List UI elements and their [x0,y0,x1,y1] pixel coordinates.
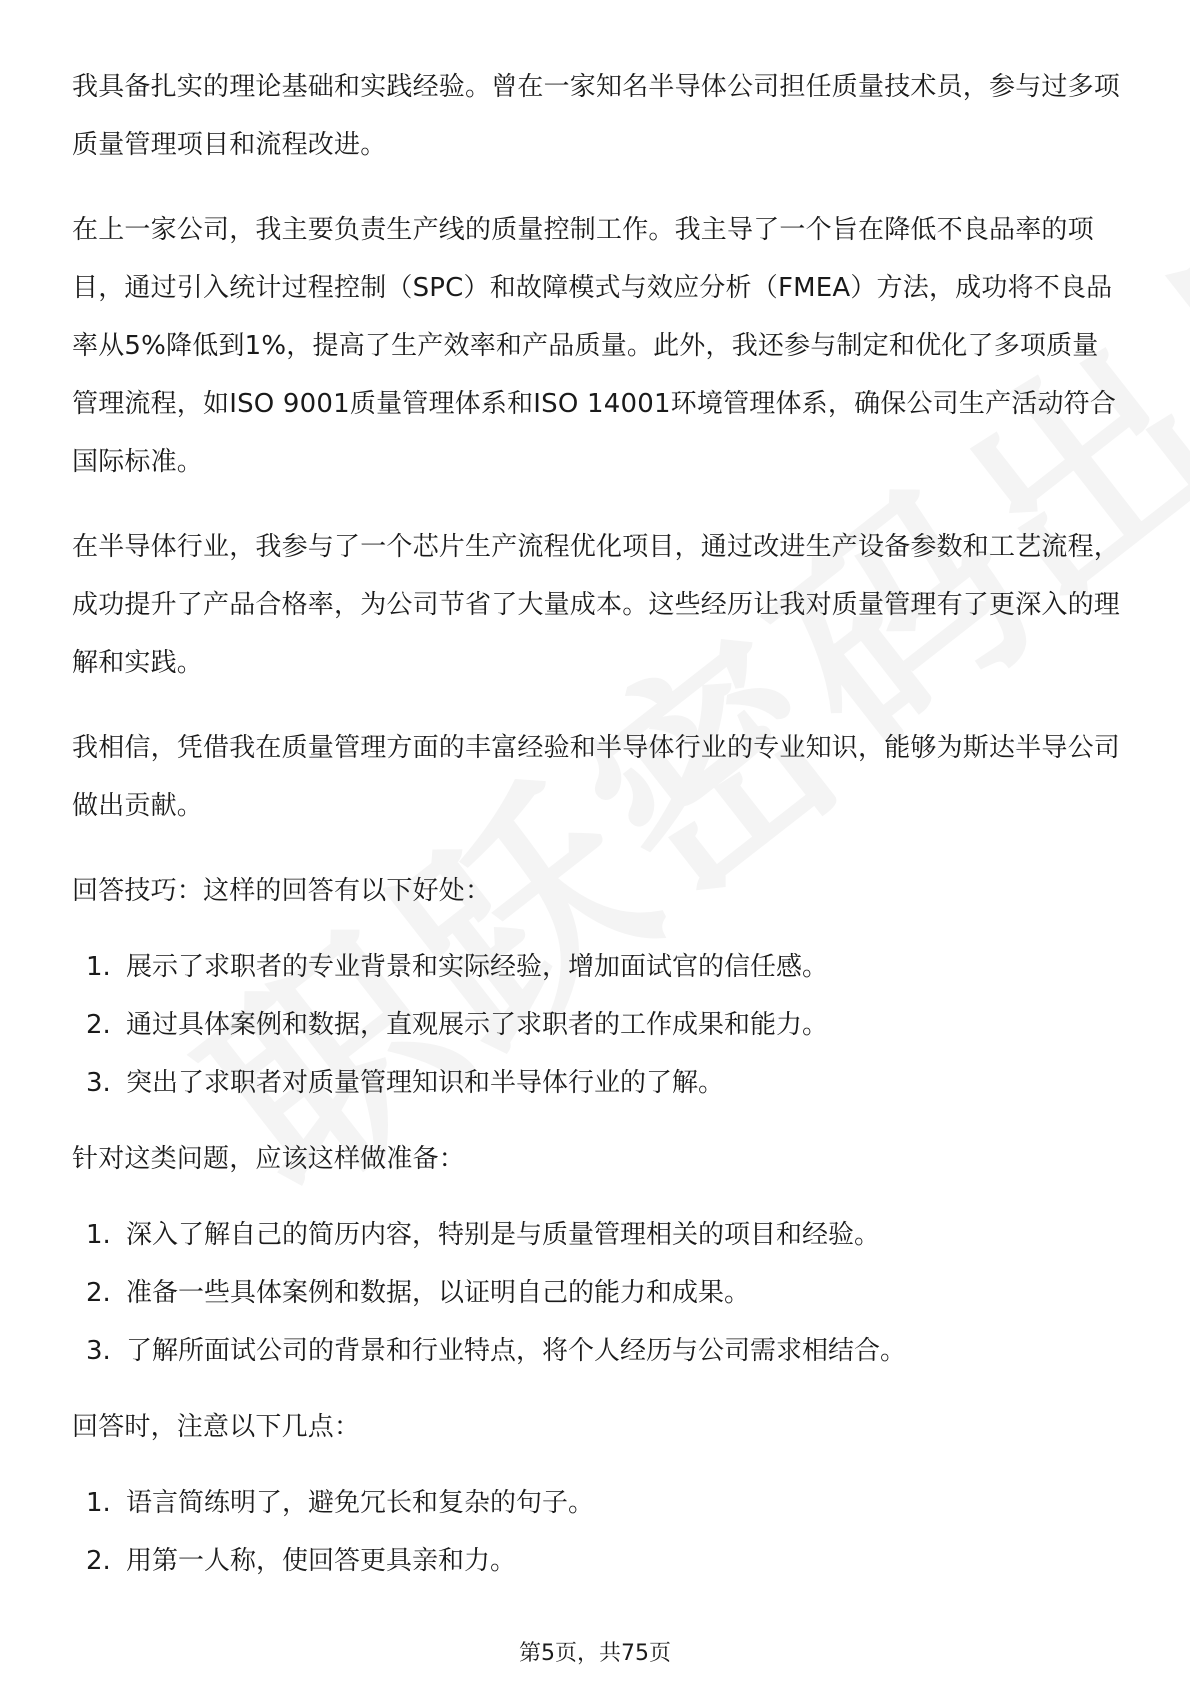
list-item-number: 2. [86,1546,111,1576]
paragraph-semiconductor-industry: 在半导体行业，我参与了一个芯片生产流程优化项目，通过改进生产设备参数和工艺流程，成功提升了产品合格率，为公司节省了大量成本。这些经历让我对质量管理有了更深入的理解和实践。 [72,532,1121,678]
paragraph-background: 我具备扎实的理论基础和实践经验。曾在一家知名半导体公司担任质量技术员，参与过多项质量管理项目和流程改进。 [72,72,1121,160]
list-item [72,938,1122,996]
list-item-number: 1. [86,1220,111,1250]
tips-list [72,938,1122,1112]
list-item-text: 了解所面试公司的背景和行业特点，将个人经历与公司需求相结合。 [126,1336,907,1366]
list-item-text: 准备一些具体案例和数据，以证明自己的能力和成果。 [126,1278,751,1308]
list-item [72,1264,1122,1322]
list-item-text: 语言简练明了，避免冗长和复杂的句子。 [126,1488,595,1518]
list-item [72,996,1122,1054]
list-item [72,1206,1122,1264]
list-item-number: 3. [86,1336,111,1366]
list-item-text: 展示了求职者的专业背景和实际经验，增加面试官的信任感。 [126,952,829,982]
paragraph-previous-company: 在上一家公司，我主要负责生产线的质量控制工作。我主导了一个旨在降低不良品率的项目，通过引入统计过程控制（SPC）和故障模式与效应分析（FMEA）方法，成功将不良品率从5%降低到1%，提高了生产效率和产品质量。此外，我还参与制定和优化了多项质量管理流程，如ISO 9001质量管理体系和ISO 14001环境管理体系，确保公司生产活动符合国际标准。 [72,215,1117,477]
preparation-list [72,1206,1122,1380]
list-item [72,1474,1122,1532]
list-item-text: 通过具体案例和数据，直观展示了求职者的工作成果和能力。 [126,1010,829,1040]
list-item-text: 突出了求职者对质量管理知识和半导体行业的了解。 [126,1068,725,1098]
section-heading-notes: 回答时，注意以下几点： [72,1412,361,1442]
list-item-text: 用第一人称，使回答更具亲和力。 [126,1546,517,1576]
list-item-number: 2. [86,1278,111,1308]
list-item-number: 3. [86,1068,111,1098]
list-item [72,1322,1122,1380]
notes-list [72,1474,1122,1590]
section-heading-preparation: 针对这类问题，应该这样做准备： [72,1144,466,1174]
list-item [72,1054,1122,1112]
paragraph-conclusion: 我相信，凭借我在质量管理方面的丰富经验和半导体行业的专业知识，能够为斯达半导公司做出贡献。 [72,733,1121,821]
page-number-footer: 第5页，共75页 [519,1641,671,1666]
list-item-number: 1. [86,1488,111,1518]
section-heading-tips: 回答技巧：这样的回答有以下好处： [72,876,492,906]
list-item-number: 2. [86,1010,111,1040]
list-item-number: 1. [86,952,111,982]
document-body [72,58,1122,1608]
list-item-text: 深入了解自己的简历内容，特别是与质量管理相关的项目和经验。 [126,1220,881,1250]
list-item [72,1532,1122,1590]
